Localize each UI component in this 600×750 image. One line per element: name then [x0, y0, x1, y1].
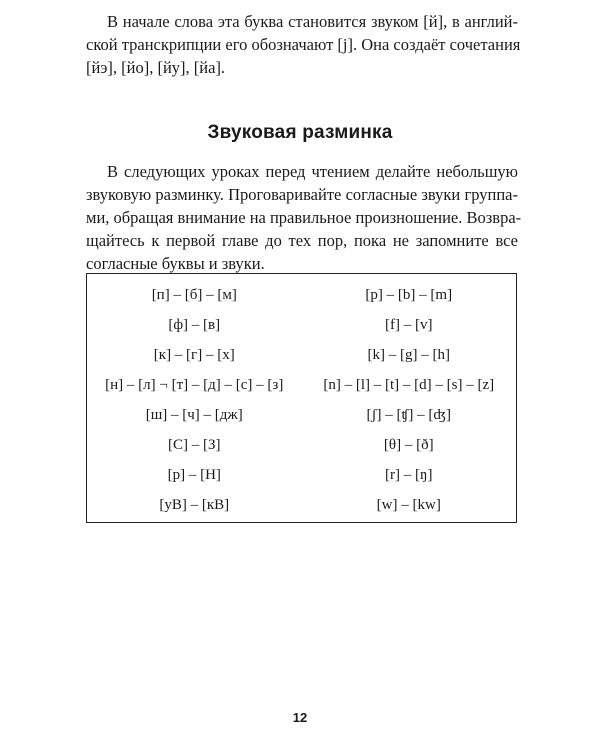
russian-sounds-cell: [уВ] – [кВ] — [159, 497, 230, 513]
table-row — [87, 460, 516, 490]
table-row — [87, 340, 516, 370]
text-line: щайтесь к первой главе до тех пор, пока не запомните все — [86, 231, 518, 250]
text-line: ми, обращая внимание на правильное произношение. Возвра- — [86, 208, 522, 227]
english-sounds-cell: [θ] – [ð] — [383, 437, 434, 453]
table-row — [87, 370, 516, 400]
table-row — [87, 280, 516, 310]
text-line: согласные буквы и звуки. — [86, 254, 265, 273]
english-sounds-cell: [k] – [g] – [h] — [367, 347, 450, 363]
english-sounds-cell: [ʃ] – [ʧ] – [ʤ] — [366, 407, 452, 423]
section-heading: Звуковая разминка — [207, 122, 393, 143]
russian-sounds-cell: [к] – [г] – [х] — [153, 347, 235, 363]
english-sounds-cell: [r] – [ŋ] — [385, 467, 433, 483]
text-line: В следующих уроках перед чтением делайте небольшую — [107, 162, 518, 181]
english-sounds-cell: [f] – [v] — [385, 317, 433, 333]
body-paragraph — [86, 160, 522, 275]
intro-paragraph — [86, 10, 521, 79]
russian-sounds-cell: [ф] – [в] — [168, 317, 221, 333]
english-sounds-cell: [p] – [b] – [m] — [365, 287, 453, 303]
russian-sounds-cell: [п] – [б] – [м] — [151, 287, 237, 303]
russian-sounds-cell: [н] – [л] ¬ [т] – [д] – [с] – [з] — [105, 377, 284, 393]
text-line: В начале слова эта буква становится звуком [й], в англий- — [107, 12, 518, 31]
russian-sounds-cell: [С] – [З] — [168, 437, 221, 453]
russian-sounds-cell: [р] – [Н] — [167, 467, 221, 483]
english-sounds-cell: [n] – [l] – [t] – [d] – [s] – [z] — [323, 377, 495, 393]
table-row — [87, 310, 516, 340]
page-number: 12 — [292, 710, 308, 725]
text-line: звуковую разминку. Проговаривайте согласные звуки группа- — [86, 185, 518, 204]
table-row — [87, 430, 516, 460]
english-sounds-cell: [w] – [kw] — [376, 497, 441, 513]
table-row — [87, 400, 516, 430]
text-line: ской транскрипции его обозначают [j]. Она создаёт сочетания — [86, 35, 521, 54]
table-row — [87, 490, 516, 520]
russian-sounds-cell: [ш] – [ч] – [дж] — [145, 407, 243, 423]
text-line: [йэ], [йо], [йу], [йа]. — [86, 58, 226, 77]
sound-table — [86, 273, 517, 523]
